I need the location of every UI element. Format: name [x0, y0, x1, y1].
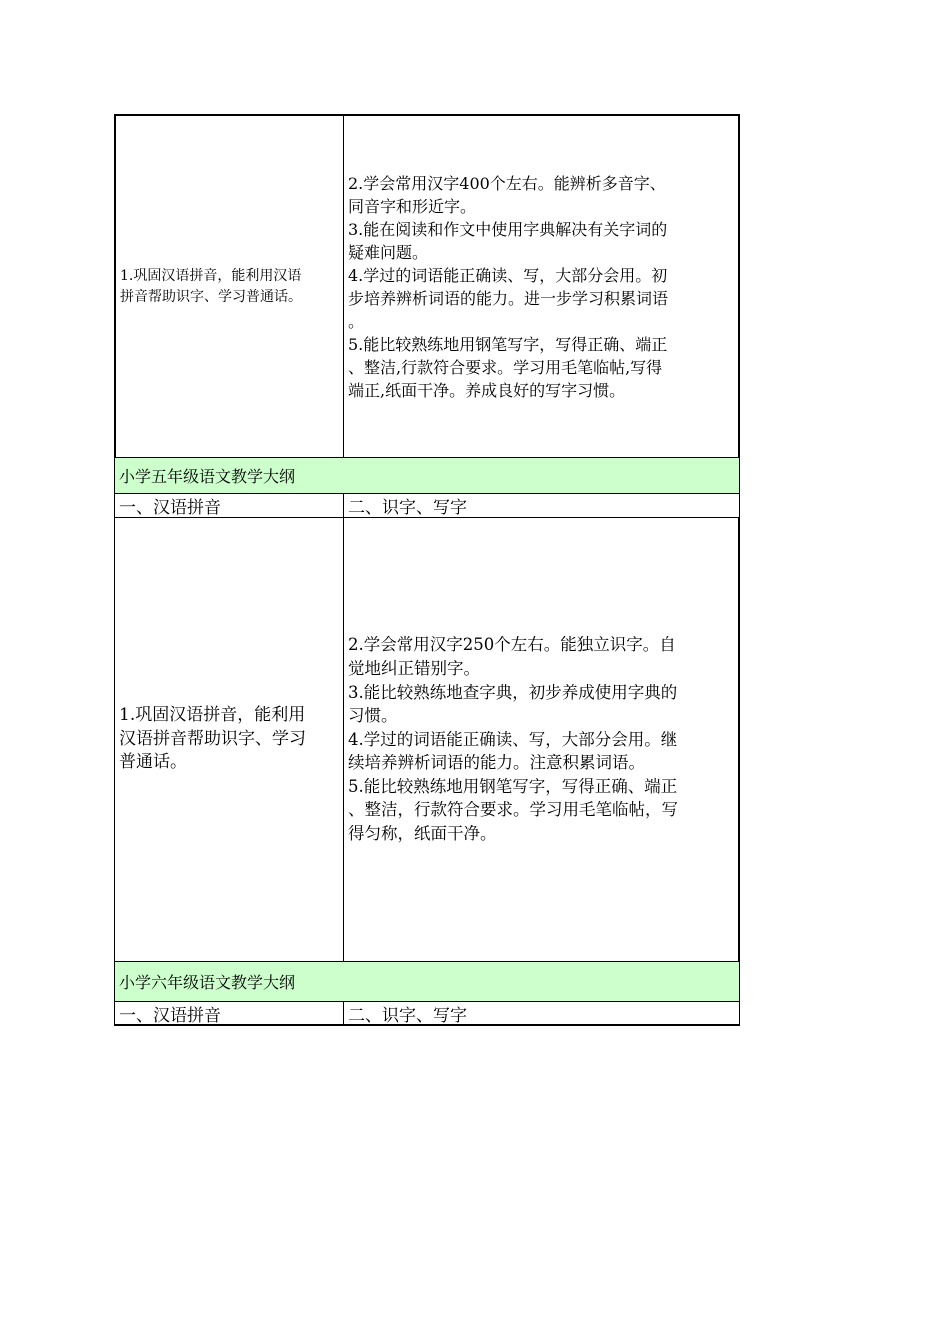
syllabus-sheet	[114, 114, 740, 1026]
grade6-section-title: 小学六年级语文教学大纲	[114, 962, 740, 1002]
grade5-header-pinyin: 一、汉语拼音	[114, 494, 344, 518]
grade6-header-literacy: 二、识字、写字	[344, 1002, 740, 1026]
grade5-literacy-cell	[344, 518, 740, 962]
grade4-literacy-text: 2.学会常用汉字400个左右。能辨析多音字、 同音字和形近字。 3.能在阅读和作文中使用字典解决有关字词的 疑难问题。 4.学过的词语能正确读、写，大部分会用。初 步培养辨析词语的能力。进一步学习积累词语 。 5.能比较熟练地用钢笔写字，写得正确、端正 、整洁,行款符合要求。学习用毛笔临帖,写得 端正,纸面干净。养成良好的写字习惯。	[348, 173, 669, 400]
grade6-header-pinyin: 一、汉语拼音	[114, 1002, 344, 1026]
grade5-header-literacy: 二、识字、写字	[344, 494, 740, 518]
grade5-pinyin-text: 1.巩固汉语拼音，能利用 汉语拼音帮助识字、学习 普通话。	[119, 705, 306, 773]
grade5-content-row	[114, 518, 740, 962]
grade5-header-row	[114, 494, 740, 518]
grade5-pinyin-cell	[114, 518, 344, 962]
grade4-pinyin-text: 1.巩固汉语拼音，能利用汉语 拼音帮助识字、学习普通话。	[120, 267, 302, 305]
grade4-literacy-cell	[344, 114, 740, 458]
grade6-header-row	[114, 1002, 740, 1026]
grade5-section-title: 小学五年级语文教学大纲	[114, 458, 740, 494]
grade4-pinyin-cell	[114, 114, 344, 458]
grade4-content-row	[114, 114, 740, 458]
grade5-literacy-text: 2.学会常用汉字250个左右。能独立识字。自 觉地纠正错别字。 3.能比较熟练地查字典，初步养成使用字典的 习惯。 4.学过的词语能正确读、写，大部分会用。继 续培养辨析词语的能力。注意积累词语。 5.能比较熟练地用钢笔写字，写得正确、端正 、整洁，行款符合要求。学习用毛笔临帖，写 得匀称，纸面干净。	[348, 635, 678, 844]
